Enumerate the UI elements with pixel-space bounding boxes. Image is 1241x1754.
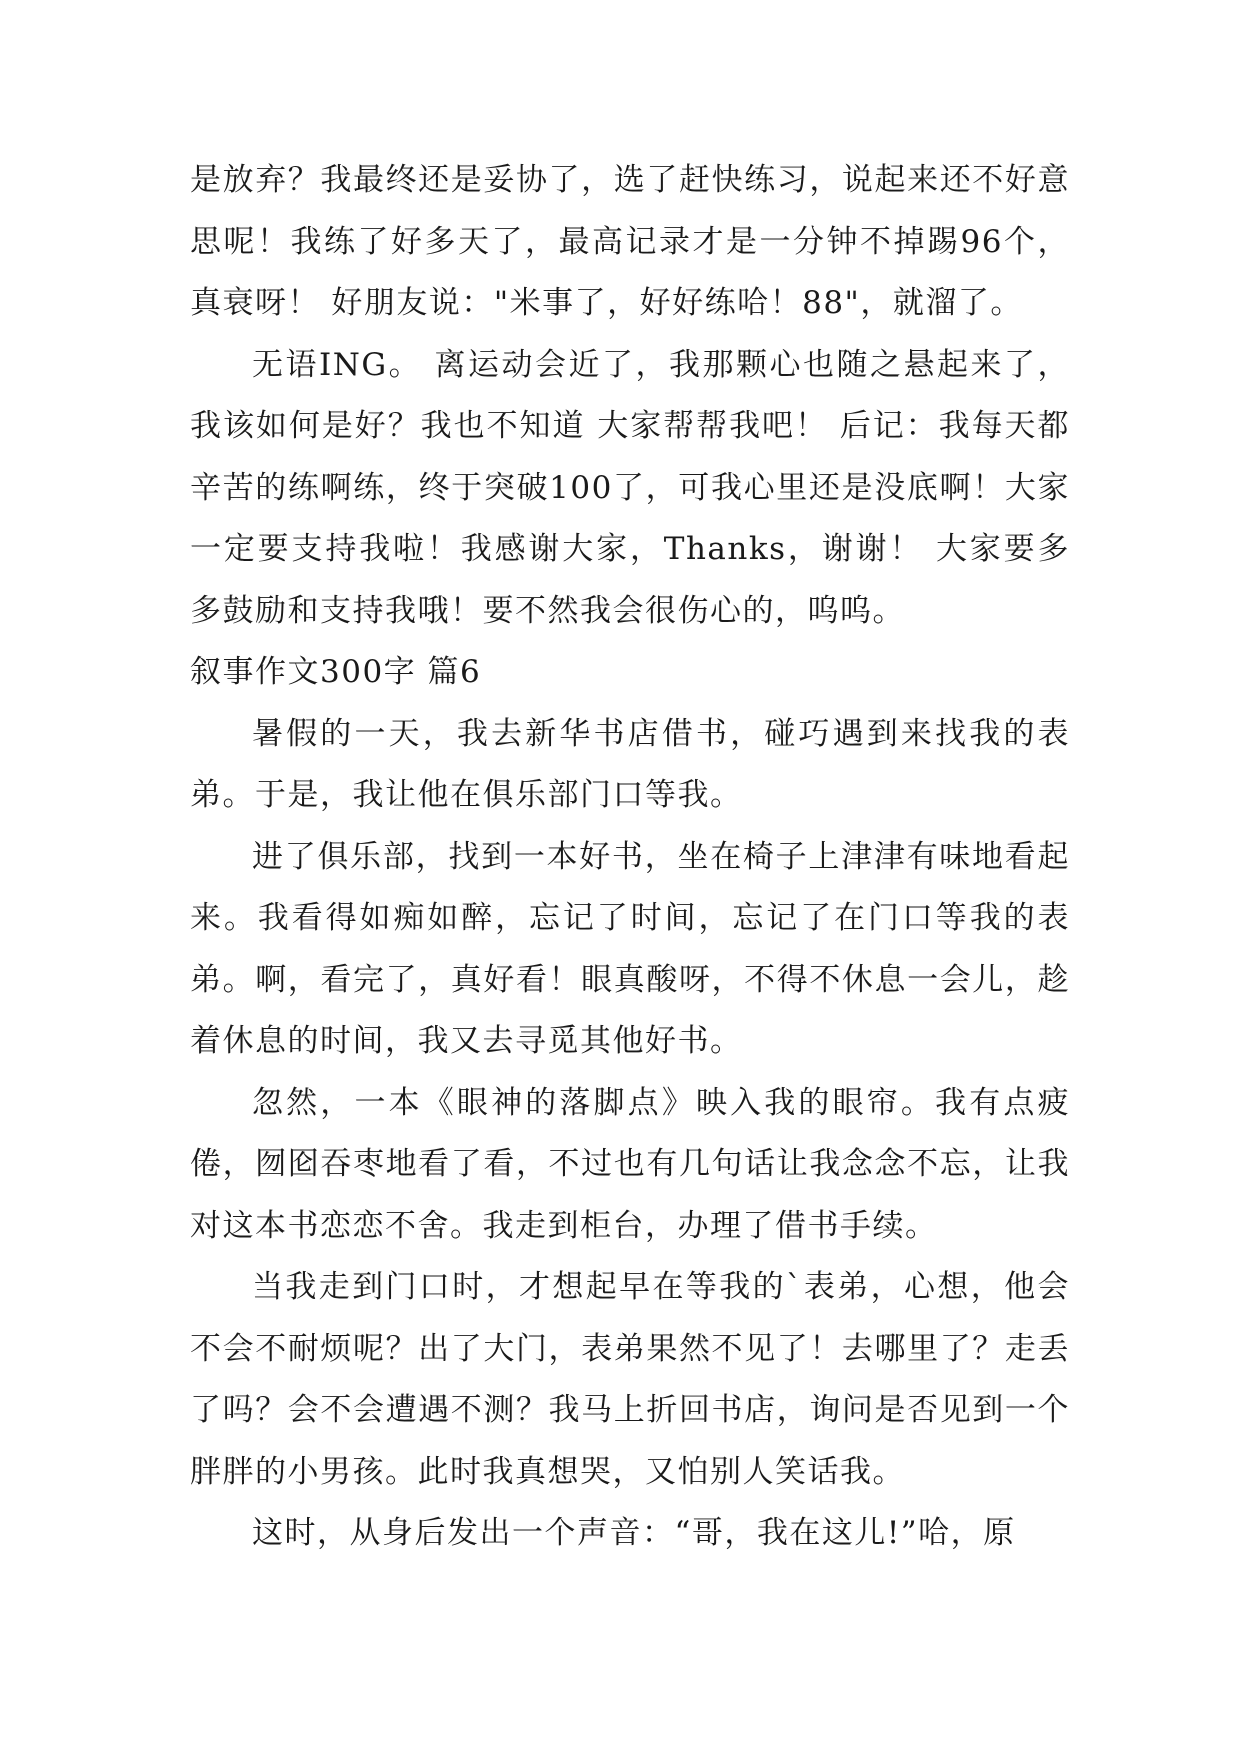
paragraph-voice-behind: 这时，从身后发出一个声音：“哥，我在这儿!”哈，原: [252, 1515, 1016, 1551]
paragraph-wuyu: 无语ING。 离运动会近了，我那颗心也随之悬起来了，我该如何是好？我也不知道 大家帮帮我吧！ 后记：我每天都辛苦的练啊练，终于突破100了，可我心里还是没底啊！大家一定要支持我啦！我感谢大家，Thanks，谢谢！ 大家要多多鼓励和支持我哦！要不然我会很伤心的，呜呜。: [190, 346, 1070, 629]
paragraph-cousin-missing: 当我走到门口时，才想起早在等我的`表弟，心想，他会不会不耐烦呢？出了大门，表弟果然不见了！去哪里了？走丢了吗？会不会遭遇不测？我马上折回书店，询问是否见到一个胖胖的小男孩。此时我真想哭，又怕别人笑话我。: [190, 1269, 1070, 1490]
document-body: [190, 150, 1070, 1565]
paragraph-summer-day: 暑假的一天，我去新华书店借书，碰巧遇到来找我的表弟。于是，我让他在俱乐部门口等我。: [190, 715, 1070, 813]
section-heading: 叙事作文300字 篇6: [190, 654, 482, 690]
paragraph-continued: 是放弃？我最终还是妥协了，选了赶快练习，说起来还不好意思呢！我练了好多天了，最高记录才是一分钟不掉踢96个，真衰呀！ 好朋友说："米事了，好好练哈！88"，就溜了。: [190, 162, 1070, 321]
paragraph-book-found: 忽然，一本《眼神的落脚点》映入我的眼帘。我有点疲倦，囫囵吞枣地看了看，不过也有几句话让我念念不忘，让我对这本书恋恋不舍。我走到柜台，办理了借书手续。: [190, 1084, 1070, 1244]
paragraph-club-reading: 进了俱乐部，找到一本好书，坐在椅子上津津有味地看起来。我看得如痴如醉，忘记了时间，忘记了在门口等我的表弟。啊，看完了，真好看！眼真酸呀，不得不休息一会儿，趁着休息的时间，我又去寻觅其他好书。: [190, 838, 1070, 1059]
